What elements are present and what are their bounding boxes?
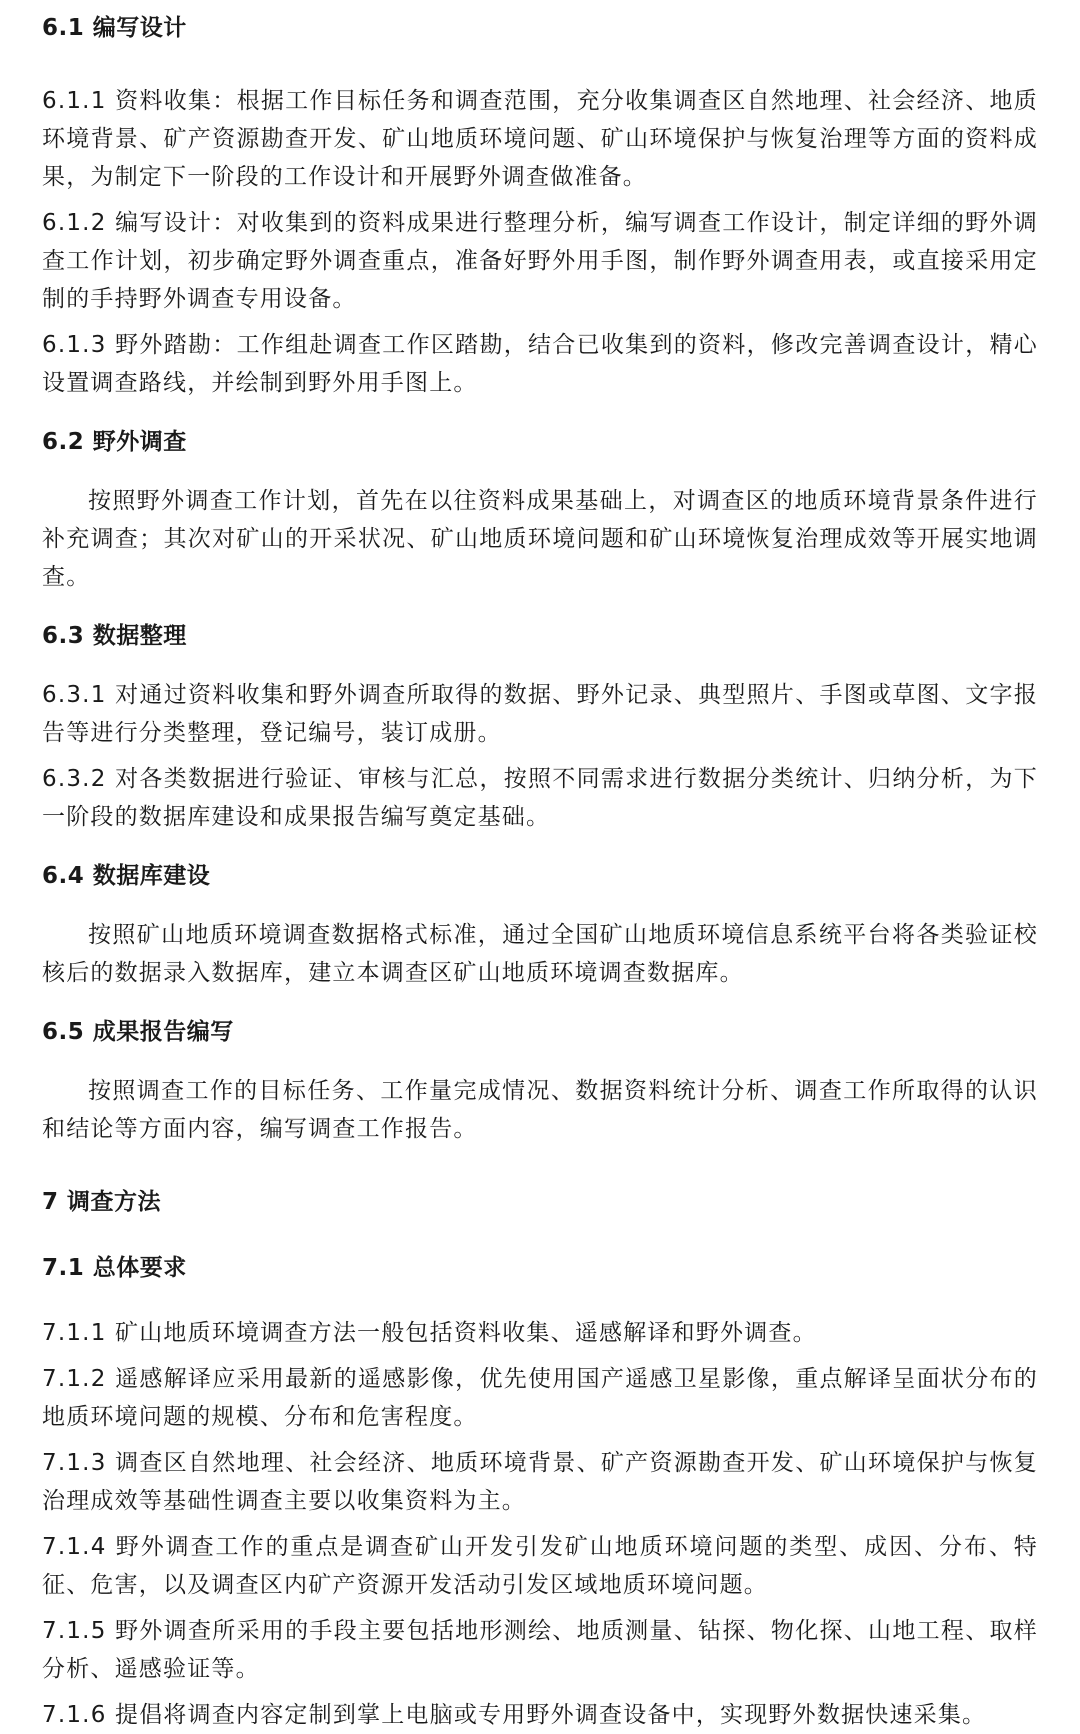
clause-7-1-3: 7.1.3 调查区自然地理、社会经济、地质环境背景、矿产资源勘查开发、矿山环境保护与恢复治理成效等基础性调查主要以收集资料为主。 — [42, 1450, 1038, 1514]
section-heading-6-1: 6.1 编写设计 — [42, 15, 187, 41]
section-heading-6-3: 6.3 数据整理 — [42, 623, 187, 649]
clause-6-1-3: 6.1.3 野外踏勘：工作组赴调查工作区踏勘，结合已收集到的资料，修改完善调查设计，精心设置调查路线，并绘制到野外用手图上。 — [42, 332, 1038, 396]
clause-7-1-2: 7.1.2 遥感解译应采用最新的遥感影像，优先使用国产遥感卫星影像，重点解译呈面状分布的地质环境问题的规模、分布和危害程度。 — [42, 1366, 1038, 1430]
section-heading-6-2: 6.2 野外调查 — [42, 429, 187, 455]
paragraph-6-5: 按照调查工作的目标任务、工作量完成情况、数据资料统计分析、调查工作所取得的认识和结论等方面内容，编写调查工作报告。 — [42, 1078, 1038, 1142]
section-heading-6-5: 6.5 成果报告编写 — [42, 1019, 234, 1045]
clause-6-1-2: 6.1.2 编写设计：对收集到的资料成果进行整理分析，编写调查工作设计，制定详细的野外调查工作计划，初步确定野外调查重点，准备好野外用手图，制作野外调查用表，或直接采用定制的手持野外调查专用设备。 — [42, 210, 1038, 312]
clause-6-3-1: 6.3.1 对通过资料收集和野外调查所取得的数据、野外记录、典型照片、手图或草图、文字报告等进行分类整理，登记编号，装订成册。 — [42, 682, 1038, 746]
chapter-heading-7: 7 调查方法 — [42, 1189, 162, 1215]
paragraph-6-4: 按照矿山地质环境调查数据格式标准，通过全国矿山地质环境信息系统平台将各类验证校核后的数据录入数据库，建立本调查区矿山地质环境调查数据库。 — [42, 922, 1038, 986]
clause-6-3-2: 6.3.2 对各类数据进行验证、审核与汇总，按照不同需求进行数据分类统计、归纳分析，为下一阶段的数据库建设和成果报告编写奠定基础。 — [42, 766, 1038, 830]
section-heading-7-1: 7.1 总体要求 — [42, 1255, 187, 1281]
clause-7-1-5: 7.1.5 野外调查所采用的手段主要包括地形测绘、地质测量、钻探、物化探、山地工程、取样分析、遥感验证等。 — [42, 1618, 1038, 1682]
clause-6-1-1: 6.1.1 资料收集：根据工作目标任务和调查范围，充分收集调查区自然地理、社会经济、地质环境背景、矿产资源勘查开发、矿山地质环境问题、矿山环境保护与恢复治理等方面的资料成果，为制定下一阶段的工作设计和开展野外调查做准备。 — [42, 88, 1038, 190]
clause-7-1-4: 7.1.4 野外调查工作的重点是调查矿山开发引发矿山地质环境问题的类型、成因、分布、特征、危害，以及调查区内矿产资源开发活动引发区域地质环境问题。 — [42, 1534, 1038, 1598]
document-body — [42, 8, 1038, 1734]
clause-7-1-6: 7.1.6 提倡将调查内容定制到掌上电脑或专用野外调查设备中，实现野外数据快速采集。 — [42, 1702, 987, 1728]
clause-7-1-1: 7.1.1 矿山地质环境调查方法一般包括资料收集、遥感解译和野外调查。 — [42, 1320, 817, 1346]
paragraph-6-2: 按照野外调查工作计划，首先在以往资料成果基础上，对调查区的地质环境背景条件进行补充调查；其次对矿山的开采状况、矿山地质环境问题和矿山环境恢复治理成效等开展实地调查。 — [42, 488, 1038, 590]
section-heading-6-4: 6.4 数据库建设 — [42, 863, 211, 889]
